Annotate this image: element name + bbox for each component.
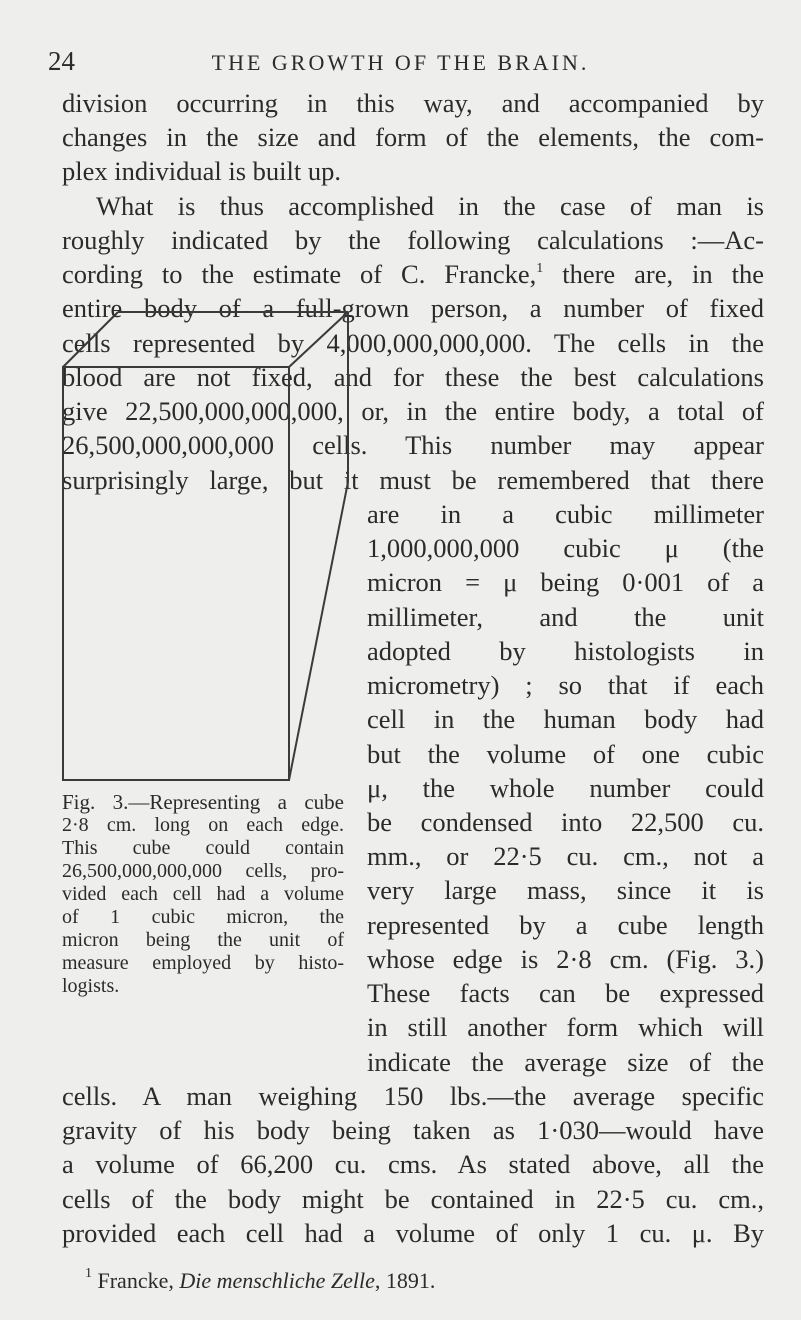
cube-edge bbox=[289, 482, 348, 780]
text-line: but the volume of one cubic bbox=[367, 739, 764, 769]
footnote-author: Francke, bbox=[97, 1268, 180, 1293]
text-line: blood are not fixed, and for these the best calculations bbox=[62, 362, 764, 392]
text-line: entire body of a full-grown person, a number of fixed bbox=[62, 293, 764, 323]
text-line: changes in the size and form of the elements, the com- bbox=[62, 122, 764, 152]
text-line: be condensed into 22,500 cu. bbox=[367, 807, 764, 837]
text-line: gravity of his body being taken as 1·030—would have bbox=[62, 1115, 764, 1145]
footnote bbox=[85, 1266, 435, 1294]
text-line: adopted by histologists in bbox=[367, 636, 764, 666]
text-line: surprisingly large, but it must be remembered that there bbox=[62, 465, 764, 495]
cube-edge bbox=[63, 312, 118, 367]
text-line: indicate the average size of the bbox=[367, 1047, 764, 1077]
text-line: micrometry) ; so that if each bbox=[367, 670, 764, 700]
text-line: are in a cubic millimeter bbox=[367, 499, 764, 529]
text-line: plex individual is built up. bbox=[62, 156, 341, 186]
text-line: cells represented by 4,000,000,000,000. The cells in the bbox=[62, 328, 764, 358]
text-line-start: cording to the estimate of C. Francke, bbox=[62, 259, 537, 289]
footnote-title: Die menschliche Zelle bbox=[179, 1268, 375, 1293]
caption-line: 2·8 cm. long on each edge. bbox=[62, 814, 344, 836]
page-header bbox=[0, 46, 801, 86]
cube-edge bbox=[289, 312, 348, 367]
text-line: What is thus accomplished in the case of man is bbox=[96, 191, 764, 221]
text-line: micron = μ being 0·001 of a bbox=[367, 567, 764, 597]
text-line: cell in the human body had bbox=[367, 704, 764, 734]
caption-line: vided each cell had a volume bbox=[62, 883, 344, 905]
text-line: These facts can be expressed bbox=[367, 978, 764, 1008]
footnote-ref[interactable]: 1 bbox=[536, 261, 544, 276]
text-line: millimeter, and the unit bbox=[367, 602, 764, 632]
footnote-year: , 1891. bbox=[374, 1268, 436, 1293]
text-line: a volume of 66,200 cu. cms. As stated above, all the bbox=[62, 1149, 764, 1179]
text-line: represented by a cube length bbox=[367, 910, 764, 940]
cube-front-face bbox=[63, 367, 289, 780]
text-line: cells. A man weighing 150 lbs.—the average specific bbox=[62, 1081, 764, 1111]
caption-line: logists. bbox=[62, 975, 120, 997]
text-line bbox=[62, 261, 764, 288]
running-title: THE GROWTH OF THE BRAIN. bbox=[211, 50, 590, 75]
text-line: give 22,500,000,000,000, or, in the entire body, a total of bbox=[62, 396, 764, 426]
cube-figure bbox=[62, 310, 362, 790]
caption-line: This cube could contain bbox=[62, 837, 344, 859]
caption-line: of 1 cubic micron, the bbox=[62, 906, 344, 928]
text-line: μ, the whole number could bbox=[367, 773, 764, 803]
text-line: 26,500,000,000,000 cells. This number may appear bbox=[62, 430, 764, 460]
text-line: roughly indicated by the following calculations :—Ac- bbox=[62, 225, 764, 255]
text-line: very large mass, since it is bbox=[367, 875, 764, 905]
text-line: division occurring in this way, and accompanied by bbox=[62, 88, 764, 118]
text-line: in still another form which will bbox=[367, 1012, 764, 1042]
text-line: 1,000,000,000 cubic μ (the bbox=[367, 533, 764, 563]
text-line: whose edge is 2·8 cm. (Fig. 3.) bbox=[367, 944, 764, 974]
footnote-marker: 1 bbox=[85, 1266, 92, 1281]
caption-line: Fig. 3.—Representing a cube bbox=[62, 790, 344, 814]
caption-line: 26,500,000,000,000 cells, pro- bbox=[62, 860, 344, 882]
caption-line: measure employed by histo- bbox=[62, 952, 344, 974]
text-line: provided each cell had a volume of only 1 cu. μ. By bbox=[62, 1218, 764, 1248]
text-line-end: there are, in the bbox=[543, 259, 764, 289]
text-line: cells of the body might be contained in 22·5 cu. cm., bbox=[62, 1184, 764, 1214]
page-number: 24 bbox=[48, 46, 75, 76]
text-line: mm., or 22·5 cu. cm., not a bbox=[367, 841, 764, 871]
caption-line: micron being the unit of bbox=[62, 929, 344, 951]
